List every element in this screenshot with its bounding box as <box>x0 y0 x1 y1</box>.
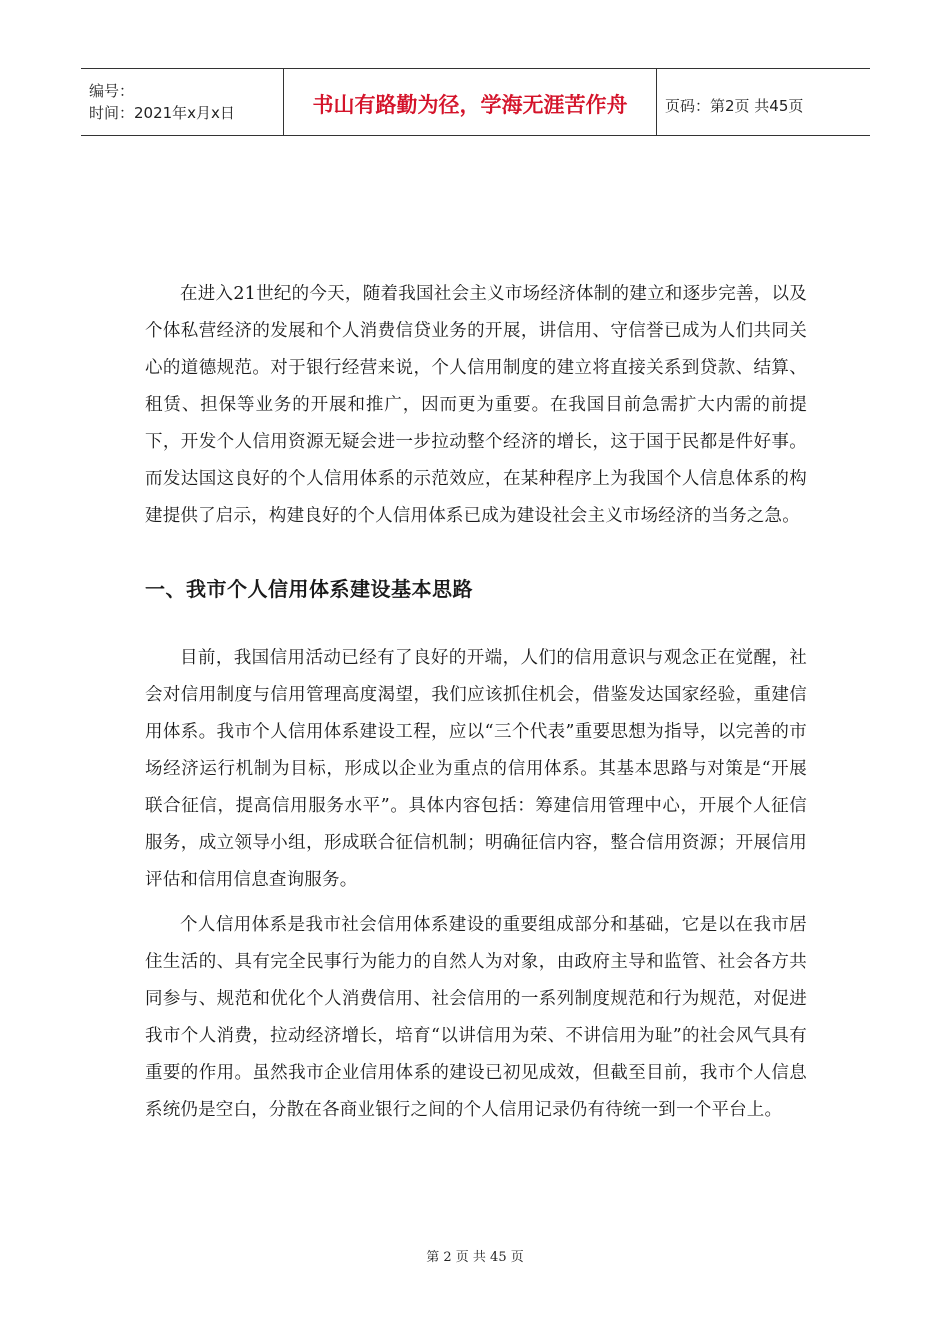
document-header <box>81 68 870 136</box>
header-page-info: 页码：第2页 共45页 <box>665 96 804 115</box>
document-number-label: 编号： <box>89 82 135 100</box>
header-meta-cell <box>81 69 284 135</box>
section-heading: 一、我市个人信用体系建设基本思路 <box>145 577 473 601</box>
intro-paragraph: 在进入21世纪的今天，随着我国社会主义市场经济体制的建立和逐步完善，以及个体私营经济的发展和个人消费信贷业务的开展，讲信用、守信誉已成为人们共同关心的道德规范。对于银行经营来说，个人信用制度的建立将直接关系到贷款、结算、租赁、担保等业务的开展和推广，因而更为重要。在我国目前急需扩大内需的前提下，开发个人信用资源无疑会进一步拉动整个经济的增长，这于国于民都是件好事。而发达国这良好的个人信用体系的示范效应，在某种程序上为我国个人信息体系的构建提供了启示，构建良好的个人信用体系已成为建设社会主义市场经济的当务之急。 <box>145 284 807 526</box>
page-footer: 第 2 页 共 45 页 <box>426 1250 524 1265</box>
section-paragraph: 目前，我国信用活动已经有了良好的开端，人们的信用意识与观念正在觉醒，社会对信用制度与信用管理高度渴望，我们应该抓住机会，借鉴发达国家经验，重建信用体系。我市个人信用体系建设工程，应以“三个代表”重要思想为指导，以完善的市场经济运行机制为目标，形成以企业为重点的信用体系。其基本思路与对策是“开展联合征信，提高信用服务水平”。具体内容包括：筹建信用管理中心，开展个人征信服务，成立领导小组，形成联合征信机制；明确征信内容，整合信用资源；开展信用评估和信用信息查询服务。 <box>145 648 807 890</box>
document-time-label: 时间：2021年x月x日 <box>89 104 235 122</box>
section-paragraph: 个人信用体系是我市社会信用体系建设的重要组成部分和基础，它是以在我市居住生活的、具有完全民事行为能力的自然人为对象，由政府主导和监管、社会各方共同参与、规范和优化个人消费信用、社会信用的一系列制度规范和行为规范，对促进我市个人消费，拉动经济增长，培育“以讲信用为荣、不讲信用为耻”的社会风气具有重要的作用。虽然我市企业信用体系的建设已初见成效，但截至目前，我市个人信息系统仍是空白，分散在各商业银行之间的个人信用记录仍有待统一到一个平台上。 <box>145 915 807 1120</box>
document-body <box>145 276 807 1129</box>
header-motto: 书山有路勤为径，学海无涯苦作舟 <box>284 69 657 135</box>
